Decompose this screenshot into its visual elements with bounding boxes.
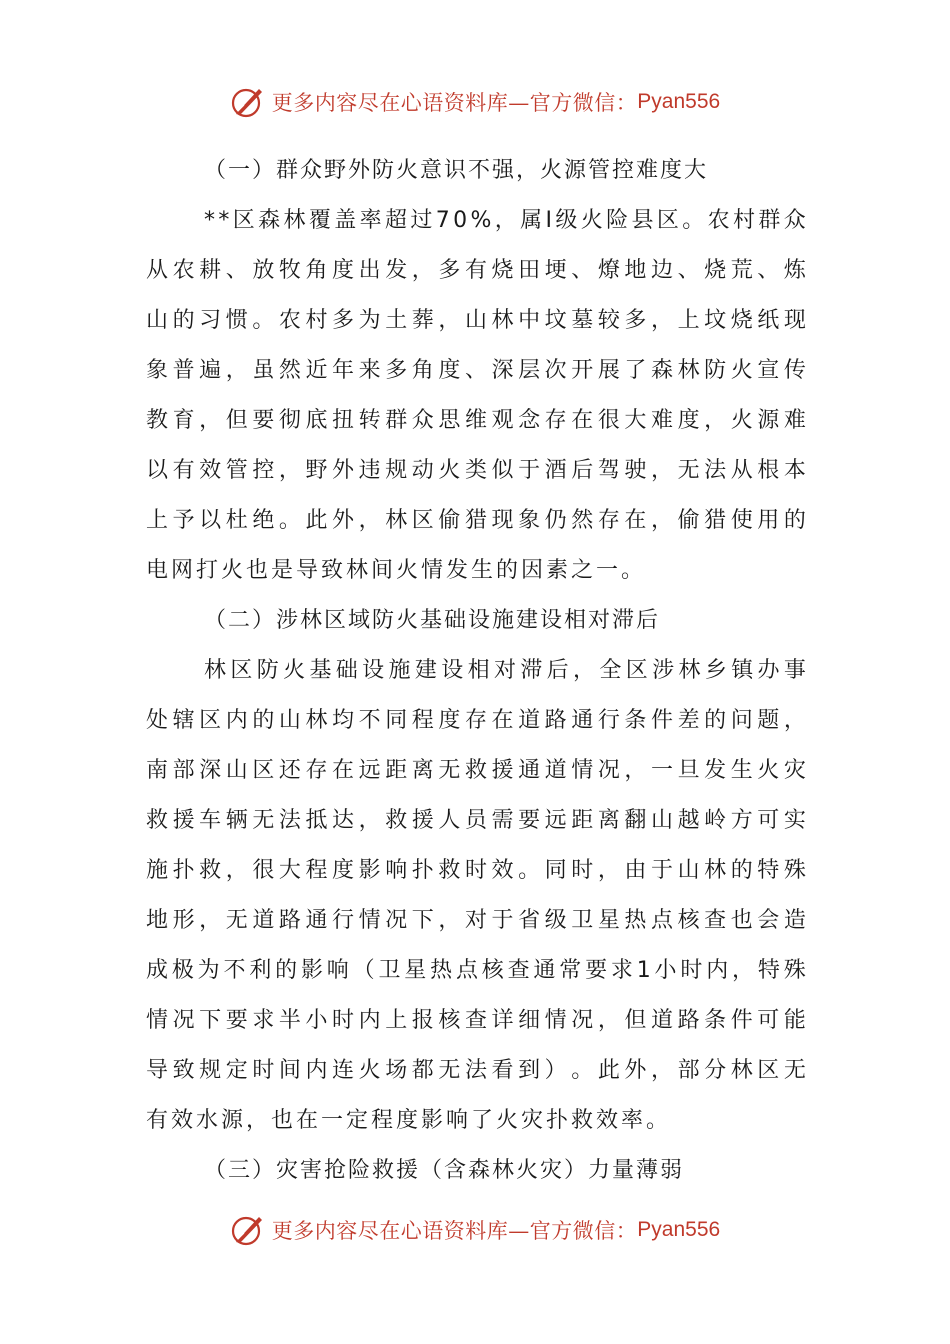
paragraph-line: 施 扑 救 ， 很 大 程 度 影 响 扑 救 时 效 。 同 时 ， 由 于 山 林 的 特 殊 [146,858,806,883]
watermark-banner-top [0,80,950,124]
paragraph-line: 上 予 以 杜 绝 。 此 外 ， 林 区 偷 猎 现 象 仍 然 存 在 ， 偷 猎 使 用 的 [146,508,806,533]
document-body [146,146,806,1196]
paragraph-line: 山 的 习 惯 。 农 村 多 为 土 葬 ， 山 林 中 坟 墓 较 多 ， 上 坟 烧 纸 现 [146,308,806,333]
paragraph-line: 成 极 为 不 利 的 影 响 （ 卫 星 热 点 核 查 通 常 要 求 1 小 时 内 ， 特 殊 [146,958,806,983]
paragraph-line: 电网打火也是导致林间火情发生的因素之一。 [146,558,647,583]
paragraph-line: 导 致 规 定 时 间 内 连 火 场 都 无 法 看 到 ） 。 此 外 ， 部 分 林 区 无 [146,1058,806,1083]
paragraph-line: * * 区 森 林 覆 盖 率 超 过 7 0 % ， 属 Ⅰ 级 火 险 县 区 。 农 村 群 众 [204,208,806,233]
paragraph-line: 有效水源，也在一定程度影响了火灾扑救效率。 [146,1108,672,1133]
paragraph-line: 教 育 ， 但 要 彻 底 扭 转 群 众 思 维 观 念 存 在 很 大 难 度 ， 火 源 难 [146,408,806,433]
watermark-handle: Pyan556 [637,1218,721,1241]
paragraph-line: 南 部 深 山 区 还 存 在 远 距 离 无 救 援 通 道 情 况 ， 一 旦 发 生 火 灾 [146,758,806,783]
section-heading-1: （一）群众野外防火意识不强，火源管控难度大 [204,158,709,183]
watermark-text: 更多内容尽在心语资料库—官方微信： [271,91,638,115]
section-heading-3: （三）灾害抢险救援（含森林火灾）力量薄弱 [204,1158,685,1183]
quill-logo-icon [230,84,266,120]
paragraph-line: 处 辖 区 内 的 山 林 均 不 同 程 度 存 在 道 路 通 行 条 件 差 的 问 题 ， [146,708,806,733]
watermark-handle: Pyan556 [637,90,721,113]
quill-logo-icon [230,1212,266,1248]
watermark-text: 更多内容尽在心语资料库—官方微信： [271,1219,638,1243]
section-heading-2: （二）涉林区域防火基础设施建设相对滞后 [204,608,661,633]
paragraph-line: 地 形 ， 无 道 路 通 行 情 况 下 ， 对 于 省 级 卫 星 热 点 核 查 也 会 造 [146,908,806,933]
paragraph-line: 救 援 车 辆 无 法 抵 达 ， 救 援 人 员 需 要 远 距 离 翻 山 越 岭 方 可 实 [146,808,806,833]
paragraph-line: 从 农 耕 、 放 牧 角 度 出 发 ， 多 有 烧 田 埂 、 燎 地 边 、 烧 荒 、 炼 [146,258,806,283]
paragraph-line: 林 区 防 火 基 础 设 施 建 设 相 对 滞 后 ， 全 区 涉 林 乡 镇 办 事 [204,658,806,683]
paragraph-line: 情 况 下 要 求 半 小 时 内 上 报 核 查 详 细 情 况 ， 但 道 路 条 件 可 能 [146,1008,806,1033]
watermark-banner-bottom [0,1208,950,1252]
paragraph-line: 象 普 遍 ， 虽 然 近 年 来 多 角 度 、 深 层 次 开 展 了 森 林 防 火 宣 传 [146,358,806,383]
paragraph-line: 以 有 效 管 控 ， 野 外 违 规 动 火 类 似 于 酒 后 驾 驶 ， 无 法 从 根 本 [146,458,806,483]
